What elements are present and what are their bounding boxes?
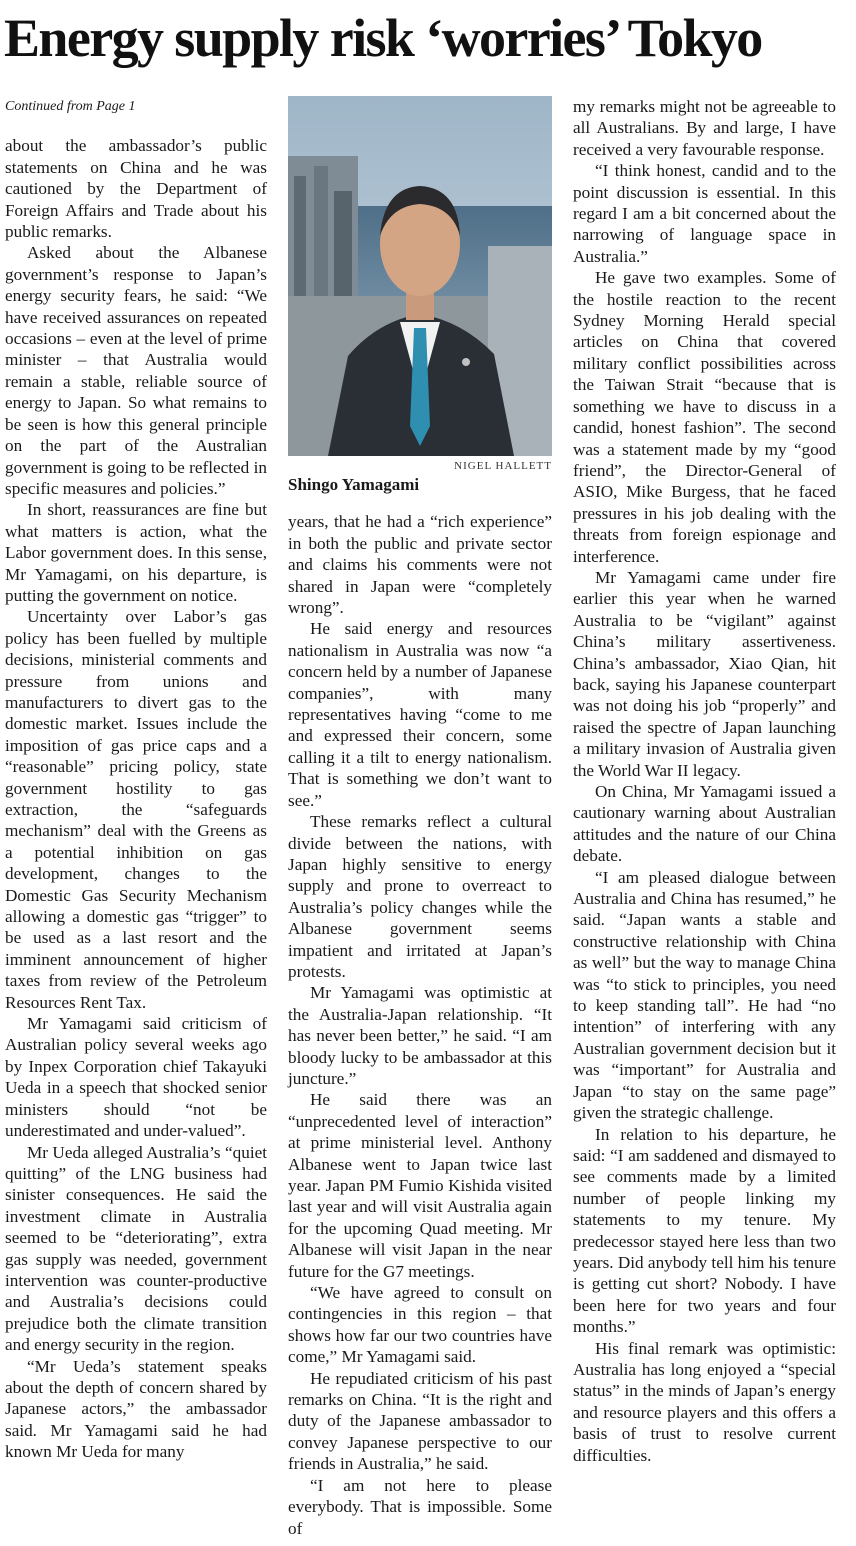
paragraph: These remarks reflect a cultural divide between the nations, with Japan highly sensitive to energy supply and prone to overreact to Australia’s policy changes while the Albanese government seems impatient and irritated at Japan’s protests. [288, 812, 552, 981]
paragraph: my remarks might not be agreeable to all Australians. By and large, I have received a very favourable response. [573, 97, 836, 159]
paragraph: In relation to his departure, he said: “I am saddened and dismayed to see comments made by a limited number of people linking my statements to my tenure. My predecessor stayed here less than two years. Did anybody tell him his tenure is getting cut short? Nobody. I have been here for two years and four months.” [573, 1124, 837, 1337]
portrait-illustration [288, 96, 552, 456]
paragraph: “We have agreed to consult on contingencies in this region – that shows how far our two countries have come,” Mr Yamagami said. [288, 1283, 552, 1367]
paragraph: “I am not here to please everybody. That is impossible. Some of [288, 1475, 552, 1538]
paragraph: “I think honest, candid and to the point discussion is essential. In this regard I am a bit concerned about the narrowing of language space in Australia.” [573, 161, 836, 266]
paragraph: In short, reassurances are fine but what matters is action, what the Labor government does. In this sense, Mr Yamagami, on his departure, is putting the government on notice. [5, 500, 267, 605]
paragraph: On China, Mr Yamagami issued a cautionary warning about Australian attitudes and the nature of our China debate. [573, 782, 836, 866]
paragraph: He said energy and resources nationalism in Australia was now “a concern held by a number of Japanese companies”, with many representatives having “come to me and expressed their concern, some calling it a tilt to energy nationalism. That is something we don’t want to see.” [288, 619, 552, 810]
paragraph: Mr Ueda alleged Australia’s “quiet quitting” of the LNG business had sinister consequences. He said the investment climate in Australia seemed to be “deteriorating”, extra gas supply was needed, government intervention was counter-productive and Australia’s decisions could prejudice both the climate transition and energy security in the region. [5, 1142, 267, 1355]
paragraph: Mr Yamagami said criticism of Australian policy several weeks ago by Inpex Corporation chief Takayuki Ueda in a speech that shocked senior ministers should “not be underestimated and under-valued”. [5, 1014, 267, 1141]
paragraph: “Mr Ueda’s statement speaks about the depth of concern shared by Japanese actors,” the ambassador said. Mr Yamagami said he had known Mr Ueda for many [5, 1356, 267, 1462]
paragraph: His final remark was optimistic: Australia has long enjoyed a “special status” in the minds of Japan’s energy and resource players and this offers a basis of trust to resolve current difficulties. [573, 1338, 836, 1465]
paragraph: He repudiated criticism of his past remarks on China. “It is the right and duty of the Japanese ambassador to convey Japanese perspective to our friends in Australia,” he said. [288, 1368, 552, 1474]
paragraph: He gave two examples. Some of the hostile reaction to the recent Sydney Morning Herald special articles on China that covered military conflict possibilities across the Taiwan Strait “because that is something we have to discuss in a candid, honest fashion”. The second was a statement made by my “good friend”, the Director-General of ASIO, Mike Burgess, that he faced pressures in his job dealing with the threats from foreign espionage and interference. [573, 268, 836, 566]
paragraph: “I am pleased dialogue between Australia and China has resumed,” he said. “Japan wants a stable and constructive relationship with China as well” but the way to manage China was “to stick to principles, you need to keep standing tall”. He had “no intention” of interfering with any Australian government decision but it was “important” for Australia and Japan “to stay on the same page” given the strategic challenge. [573, 867, 836, 1123]
paragraph: years, that he had a “rich experience” in both the public and private sector and claims his comments were not shared in Japan were “completely wrong”. [288, 512, 552, 618]
headline: Energy supply risk ‘worries’ Tokyo [4, 8, 762, 68]
paragraph: He said there was an “unprecedented level of interaction” at prime ministerial level. Anthony Albanese went to Japan twice last year. Japan PM Fumio Kishida visited last year and will visit Australia again for the upcoming Quad meeting. Mr Albanese will visit Japan in the near future for the G7 meetings. [288, 1090, 552, 1281]
column-1 [5, 96, 267, 1463]
column-3 [573, 96, 836, 1466]
paragraph: about the ambassador’s public statements on China and he was cautioned by the Department of Foreign Affairs and Trade about his public remarks. [5, 136, 267, 242]
paragraph: Asked about the Albanese government’s response to Japan’s energy security fears, he said: “We have received assurances on repeated occasions – even at the level of prime minister – that Australia would remain a stable, reliable source of energy to Japan. So what remains to be seen is how this general principle on the part of the Australian government is going to be reflected in specific measures and policies.” [5, 243, 267, 498]
photo-caption: Shingo Yamagami [288, 475, 420, 494]
column-2 [288, 96, 552, 1539]
paragraph: Mr Yamagami came under fire earlier this year when he warned Australia to be “vigilant” against China’s military assertiveness. China’s ambassador, Xiao Qian, hit back, saying his Japanese counterpart was not doing his job “properly” and raised the spectre of Japan launching a military invasion of Australia given the World War II legacy. [573, 567, 836, 780]
continued-from-note: Continued from Page 1 [5, 99, 136, 114]
photo-credit: NIGEL HALLETT [454, 460, 552, 472]
paragraph: Mr Yamagami was optimistic at the Australia-Japan relationship. “It has never been better,” he said. “I am bloody lucky to be ambassador at this juncture.” [288, 983, 552, 1088]
paragraph: Uncertainty over Labor’s gas policy has been fuelled by multiple decisions, ministerial comments and pressure from unions and manufacturers to divert gas to the domestic market. Issues include the imposition of gas price caps and a “reasonable” pricing policy, state government hostility to gas extraction, the “safeguards mechanism” deal with the Greens as a potential inhibition on gas development, changes to the Domestic Gas Security Mechanism allowing a domestic gas “trigger” to be used as a last resort and the imminent announcement of higher taxes from review of the Petroleum Resources Rent Tax. [5, 607, 267, 1012]
portrait-photo [288, 96, 552, 456]
